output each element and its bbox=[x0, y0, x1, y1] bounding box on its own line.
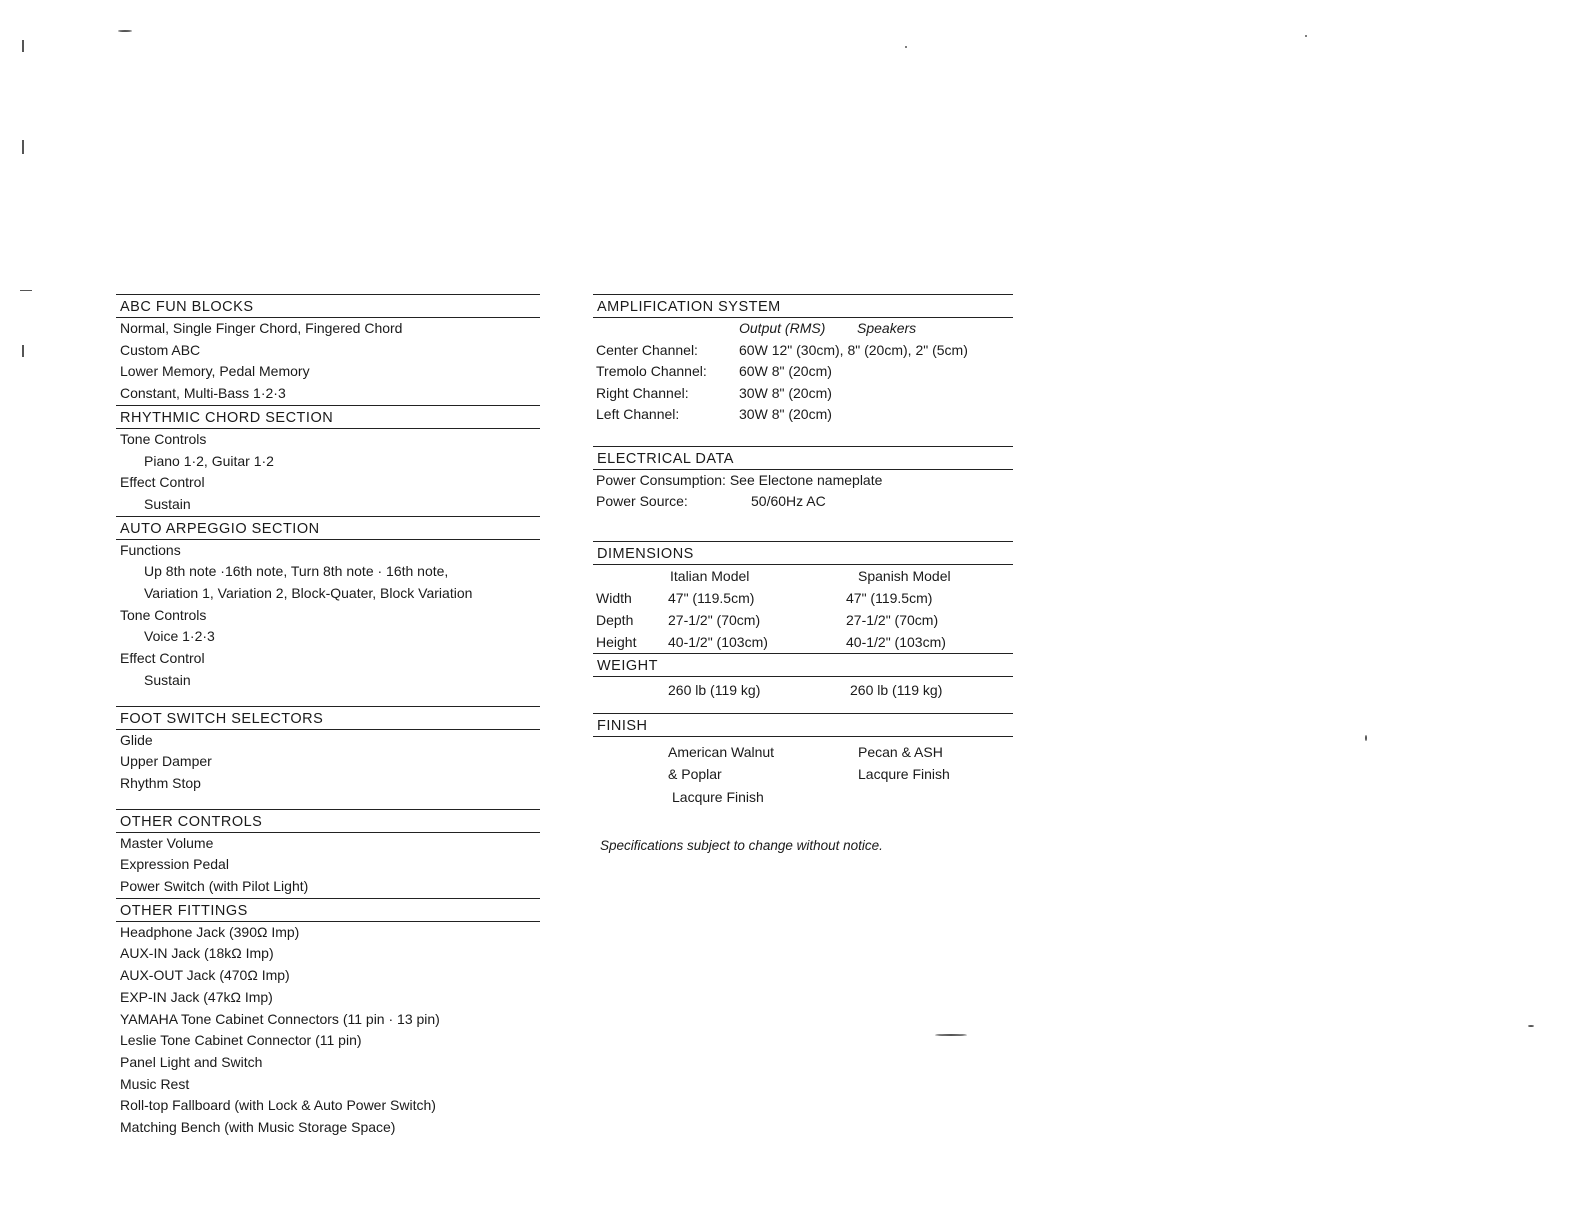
spec-item: Piano 1·2, Guitar 1·2 bbox=[144, 452, 274, 469]
elec-label: Power Consumption: bbox=[596, 471, 726, 488]
spec-item: Master Volume bbox=[120, 834, 214, 851]
section-rhythmic-chord bbox=[116, 405, 540, 516]
spec-item: Expression Pedal bbox=[120, 856, 229, 873]
spec-item: Voice 1·2·3 bbox=[144, 628, 215, 645]
finish-line: & Poplar bbox=[668, 766, 722, 782]
scan-speck bbox=[1305, 35, 1307, 37]
spec-item: Effect Control bbox=[120, 650, 205, 667]
scan-speck bbox=[22, 40, 24, 52]
amp-row bbox=[593, 361, 1013, 383]
spec-item: Effect Control bbox=[120, 474, 205, 491]
spec-item: AUX-IN Jack (18kΩ Imp) bbox=[120, 945, 274, 962]
amp-row bbox=[593, 404, 1013, 426]
dims-italian: 27-1/2" (70cm) bbox=[668, 611, 761, 628]
dims-spanish: 40-1/2" (103cm) bbox=[846, 633, 946, 650]
amp-output: 60W bbox=[739, 363, 768, 379]
spec-item: Tone Controls bbox=[120, 606, 207, 623]
finish-line: American Walnut bbox=[668, 743, 775, 760]
finish-line: Lacqure Finish bbox=[672, 788, 764, 805]
weight-italian: 260 lb (119 kg) bbox=[668, 681, 761, 698]
amp-speakers: 12" (30cm), 8" (20cm), 2" (5cm) bbox=[771, 341, 968, 358]
scan-speck bbox=[22, 345, 24, 357]
dims-row bbox=[593, 609, 1013, 631]
section-title: OTHER FITTINGS bbox=[116, 898, 540, 922]
amp-channel: Tremolo Channel: bbox=[596, 363, 707, 379]
spec-item: Constant, Multi-Bass 1·2·3 bbox=[120, 385, 286, 402]
section-title: RHYTHMIC CHORD SECTION bbox=[116, 405, 540, 429]
spec-item: Upper Damper bbox=[120, 753, 212, 770]
dims-col-spanish: Spanish Model bbox=[858, 567, 951, 584]
scan-speck bbox=[22, 140, 24, 154]
spec-item: Roll-top Fallboard (with Lock & Auto Power Switch) bbox=[120, 1097, 436, 1114]
amp-channel: Center Channel: bbox=[596, 341, 698, 358]
scan-speck bbox=[1365, 735, 1367, 741]
amp-speakers: 8" (20cm) bbox=[771, 384, 832, 401]
scan-speck bbox=[1528, 1025, 1534, 1027]
dims-header-row bbox=[593, 565, 1013, 587]
section-title: ABC FUN BLOCKS bbox=[116, 294, 540, 318]
spec-item: Tone Controls bbox=[120, 430, 207, 447]
amp-col-output: Output (RMS) bbox=[739, 320, 826, 336]
section-title: DIMENSIONS bbox=[593, 541, 1013, 565]
amp-header-row bbox=[593, 318, 1013, 340]
scan-speck bbox=[118, 30, 132, 32]
spec-item: EXP-IN Jack (47kΩ Imp) bbox=[120, 988, 273, 1005]
elec-row bbox=[593, 470, 1013, 492]
dims-row bbox=[593, 587, 1013, 609]
finish-italian bbox=[668, 741, 858, 809]
left-column bbox=[116, 294, 540, 1139]
spec-item: AUX-OUT Jack (470Ω Imp) bbox=[120, 967, 290, 984]
section-other-controls bbox=[116, 809, 540, 898]
amp-output: 30W bbox=[739, 406, 768, 422]
scan-speck bbox=[935, 1034, 967, 1036]
section-abc-fun-blocks bbox=[116, 294, 540, 405]
spec-item: Headphone Jack (390Ω Imp) bbox=[120, 923, 300, 940]
amp-output: 30W bbox=[739, 384, 768, 401]
finish-line: Pecan & ASH bbox=[858, 743, 943, 760]
spec-item: Functions bbox=[120, 541, 181, 558]
section-title: ELECTRICAL DATA bbox=[593, 446, 1013, 470]
dims-spanish: 27-1/2" (70cm) bbox=[846, 611, 939, 628]
spec-item: Sustain bbox=[144, 671, 191, 688]
dims-label: Depth bbox=[596, 611, 634, 628]
section-finish bbox=[593, 713, 1013, 809]
section-auto-arpeggio bbox=[116, 516, 540, 692]
amp-output: 60W bbox=[739, 341, 768, 358]
spec-item: Panel Light and Switch bbox=[120, 1053, 263, 1070]
finish-line: Lacqure Finish bbox=[858, 766, 950, 782]
amp-speakers: 8" (20cm) bbox=[771, 406, 832, 422]
spec-item: Normal, Single Finger Chord, Fingered Chord bbox=[120, 320, 403, 336]
section-electrical bbox=[593, 446, 1013, 513]
elec-value: 50/60Hz AC bbox=[751, 493, 826, 509]
section-title: FINISH bbox=[593, 713, 1013, 737]
section-title: OTHER CONTROLS bbox=[116, 809, 540, 833]
spec-item: Up 8th note ·16th note, Turn 8th note · 16th note, bbox=[144, 563, 449, 580]
spec-item: Leslie Tone Cabinet Connector (11 pin) bbox=[120, 1032, 362, 1049]
dims-label: Width bbox=[596, 589, 632, 606]
section-title: AMPLIFICATION SYSTEM bbox=[593, 294, 1013, 318]
spec-item: Rhythm Stop bbox=[120, 774, 201, 791]
dims-italian: 40-1/2" (103cm) bbox=[668, 633, 768, 650]
spec-item: Power Switch (with Pilot Light) bbox=[120, 878, 309, 895]
elec-value: See Electone nameplate bbox=[729, 471, 883, 488]
dims-spanish: 47" (119.5cm) bbox=[846, 589, 933, 606]
amp-col-speakers: Speakers bbox=[857, 320, 917, 336]
section-title: AUTO ARPEGGIO SECTION bbox=[116, 516, 540, 540]
scan-speck bbox=[20, 290, 32, 291]
weight-row bbox=[593, 677, 1013, 703]
spec-item: Lower Memory, Pedal Memory bbox=[120, 363, 310, 380]
amp-speakers: 8" (20cm) bbox=[771, 363, 832, 379]
dims-label: Height bbox=[596, 633, 637, 650]
spec-item: Custom ABC bbox=[120, 341, 201, 358]
amp-channel: Left Channel: bbox=[596, 406, 680, 422]
section-other-fittings bbox=[116, 898, 540, 1139]
scan-speck bbox=[905, 46, 907, 48]
finish-row bbox=[593, 741, 1013, 809]
amp-row bbox=[593, 383, 1013, 405]
disclaimer-note: Specifications subject to change without notice. bbox=[600, 838, 883, 853]
section-amplification bbox=[593, 294, 1013, 426]
elec-label: Power Source: bbox=[596, 493, 688, 509]
elec-row bbox=[593, 491, 1013, 513]
spec-item: Sustain bbox=[144, 495, 191, 512]
section-foot-switch bbox=[116, 706, 540, 795]
amp-channel: Right Channel: bbox=[596, 384, 689, 401]
right-column bbox=[593, 294, 1013, 853]
amp-row bbox=[593, 340, 1013, 362]
spec-item: Music Rest bbox=[120, 1075, 190, 1092]
dims-row bbox=[593, 631, 1013, 653]
section-weight bbox=[593, 653, 1013, 703]
spec-item: Glide bbox=[120, 731, 153, 748]
weight-spanish: 260 lb (119 kg) bbox=[850, 681, 943, 698]
section-dimensions bbox=[593, 541, 1013, 653]
spec-item: YAMAHA Tone Cabinet Connectors (11 pin · 13 pin) bbox=[120, 1010, 440, 1027]
finish-spanish bbox=[858, 741, 950, 809]
dims-italian: 47" (119.5cm) bbox=[668, 589, 755, 606]
section-title: FOOT SWITCH SELECTORS bbox=[116, 706, 540, 730]
section-title: WEIGHT bbox=[593, 653, 1013, 677]
dims-col-italian: Italian Model bbox=[670, 567, 750, 584]
spec-item: Variation 1, Variation 2, Block-Quater, Block Variation bbox=[144, 585, 473, 602]
spec-item: Matching Bench (with Music Storage Space) bbox=[120, 1119, 396, 1136]
